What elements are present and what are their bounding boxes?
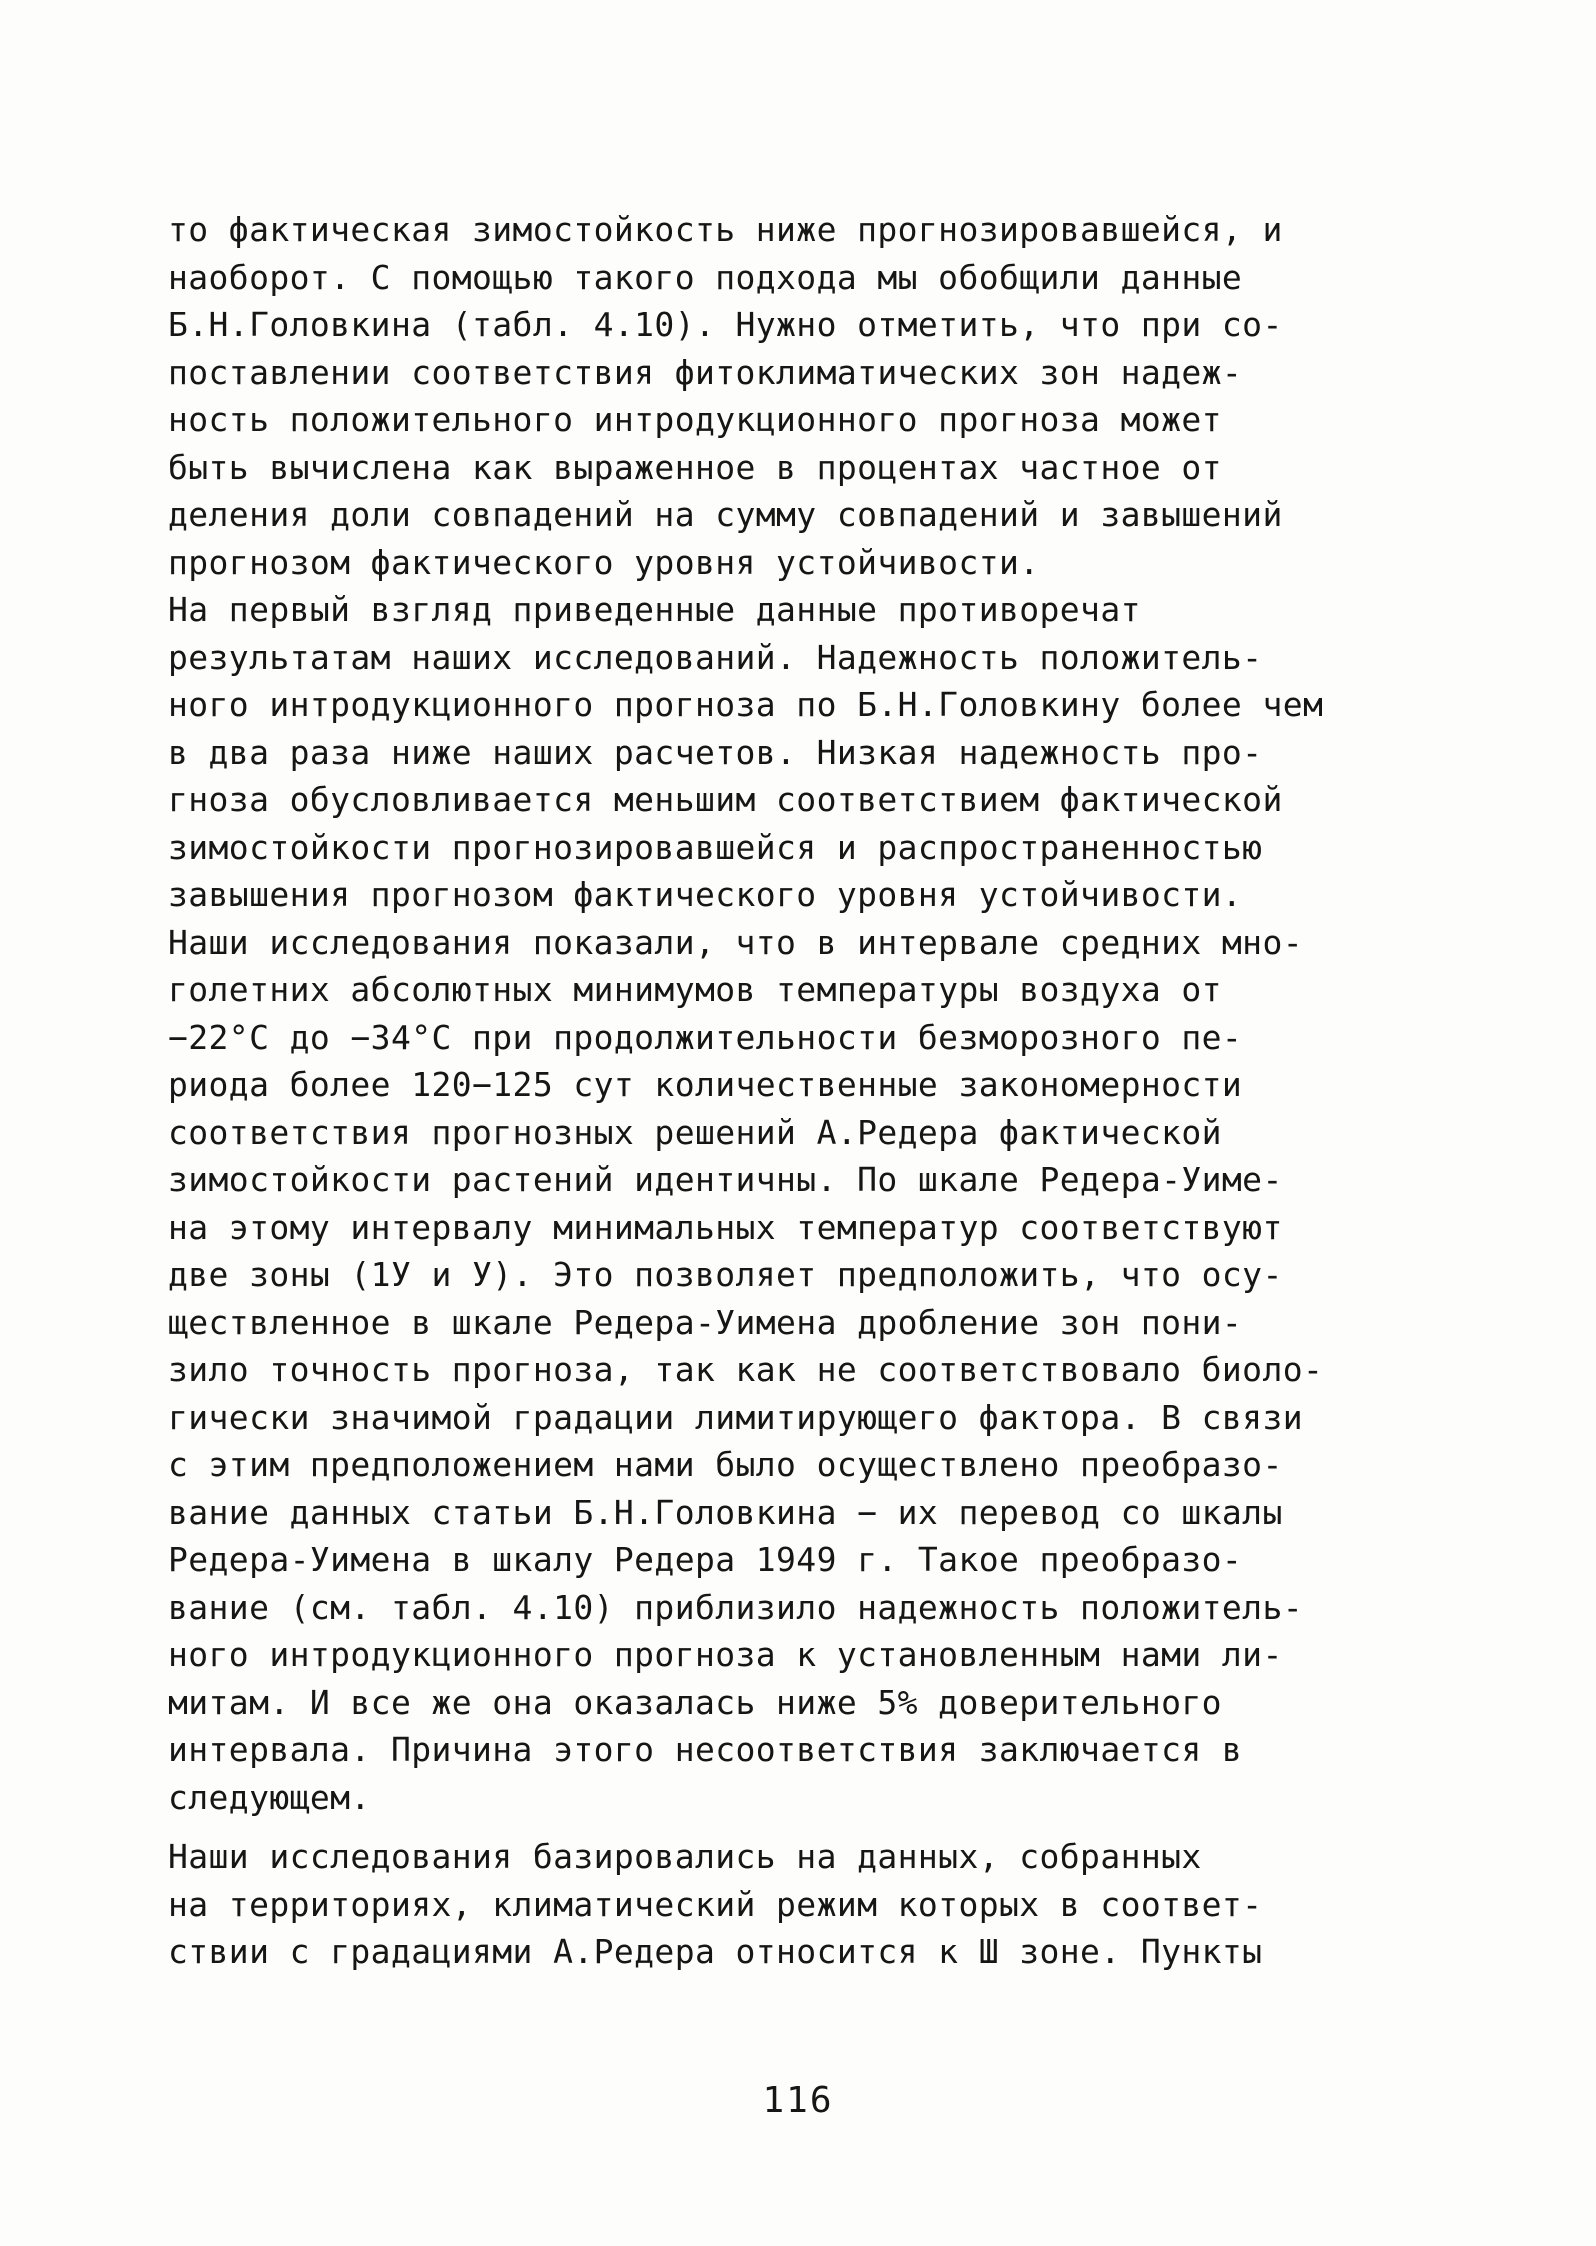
page-number: 116 — [762, 2080, 834, 2121]
text-line: вание (см. табл. 4.10) приблизило надежность положитель- — [168, 1587, 1303, 1627]
paragraph-gap — [168, 1821, 1498, 1833]
text-line: −22°С до −34°С при продолжительности безморозного пе- — [168, 1017, 1243, 1057]
text-line: на этому интервалу минимальных температур соответствуют — [168, 1207, 1283, 1247]
text-line: деления доли совпадений на сумму совпадений и завышений — [168, 495, 1283, 534]
text-line: то фактическая зимостойкость ниже прогнозировавшейся, и — [168, 210, 1283, 249]
text-line: зимостойкости прогнозировавшейся и распространенностью — [168, 827, 1263, 867]
text-line: Наши исследования показали, что в интервале средних мно- — [168, 922, 1303, 962]
text-line: интервала. Причина этого несоответствия заключается в — [168, 1730, 1243, 1769]
text-line: ного интродукционного прогноза по Б.Н.Головкину более чем — [168, 685, 1324, 724]
text-line: с этим предположением нами было осуществлено преобразо- — [168, 1445, 1283, 1484]
text-line: быть вычислена как выраженное в процентах частное от — [168, 447, 1222, 487]
text-line: в два раза ниже наших расчетов. Низкая надежность про- — [168, 732, 1263, 772]
text-line: следующем. — [168, 1777, 371, 1817]
text-line: зило точность прогноза, так как не соответствовало биоло- — [168, 1350, 1324, 1389]
text-line: митам. И все же она оказалась ниже 5% доверительного — [168, 1682, 1222, 1722]
text-line: соответствия прогнозных решений А.Редера фактической — [168, 1112, 1222, 1152]
text-line: На первый взгляд приведенные данные противоречат — [168, 590, 1141, 629]
text-line: наоборот. С помощью такого подхода мы обобщили данные — [168, 257, 1243, 297]
text-line: голетних абсолютных минимумов температуры воздуха от — [168, 970, 1222, 1009]
text-line: зимостойкости растений идентичны. По шкале Редера-Уиме- — [168, 1160, 1283, 1199]
text-line: ность положительного интродукционного прогноза может — [168, 400, 1222, 439]
text-line: на территориях, климатический режим которых в соответ- — [168, 1884, 1263, 1924]
text-line: вание данных статьи Б.Н.Головкина − их перевод со шкалы — [168, 1492, 1283, 1532]
text-line: поставлении соответствия фитоклиматических зон надеж- — [168, 352, 1243, 392]
text-line: две зоны (1У и У). Это позволяет предположить, что осу- — [168, 1255, 1283, 1294]
text-line: Редера-Уимена в шкалу Редера 1949 г. Такое преобразо- — [168, 1540, 1243, 1579]
text-line: риода более 120−125 сут количественные закономерности — [168, 1065, 1243, 1104]
text-line: Наши исследования базировались на данных, собранных — [168, 1837, 1202, 1876]
text-line: гически значимой градации лимитирующего фактора. В связи — [168, 1397, 1303, 1437]
text-line: гноза обусловливается меньшим соответствием фактической — [168, 780, 1283, 819]
text-line: завышения прогнозом фактического уровня устойчивости. — [168, 875, 1243, 914]
text-line: ществленное в шкале Редера-Уимена дробление зон пони- — [168, 1302, 1243, 1342]
text-line: ствии с градациями А.Редера относится к Ш зоне. Пункты — [168, 1932, 1263, 1971]
text-line: ного интродукционного прогноза к установленным нами ли- — [168, 1635, 1283, 1674]
text-line: прогнозом фактического уровня устойчивости. — [168, 542, 1040, 582]
text-line: результатам наших исследований. Надежность положитель- — [168, 637, 1263, 677]
text-line: Б.Н.Головкина (табл. 4.10). Нужно отметить, что при со- — [168, 305, 1283, 344]
body-text — [168, 206, 1498, 1976]
